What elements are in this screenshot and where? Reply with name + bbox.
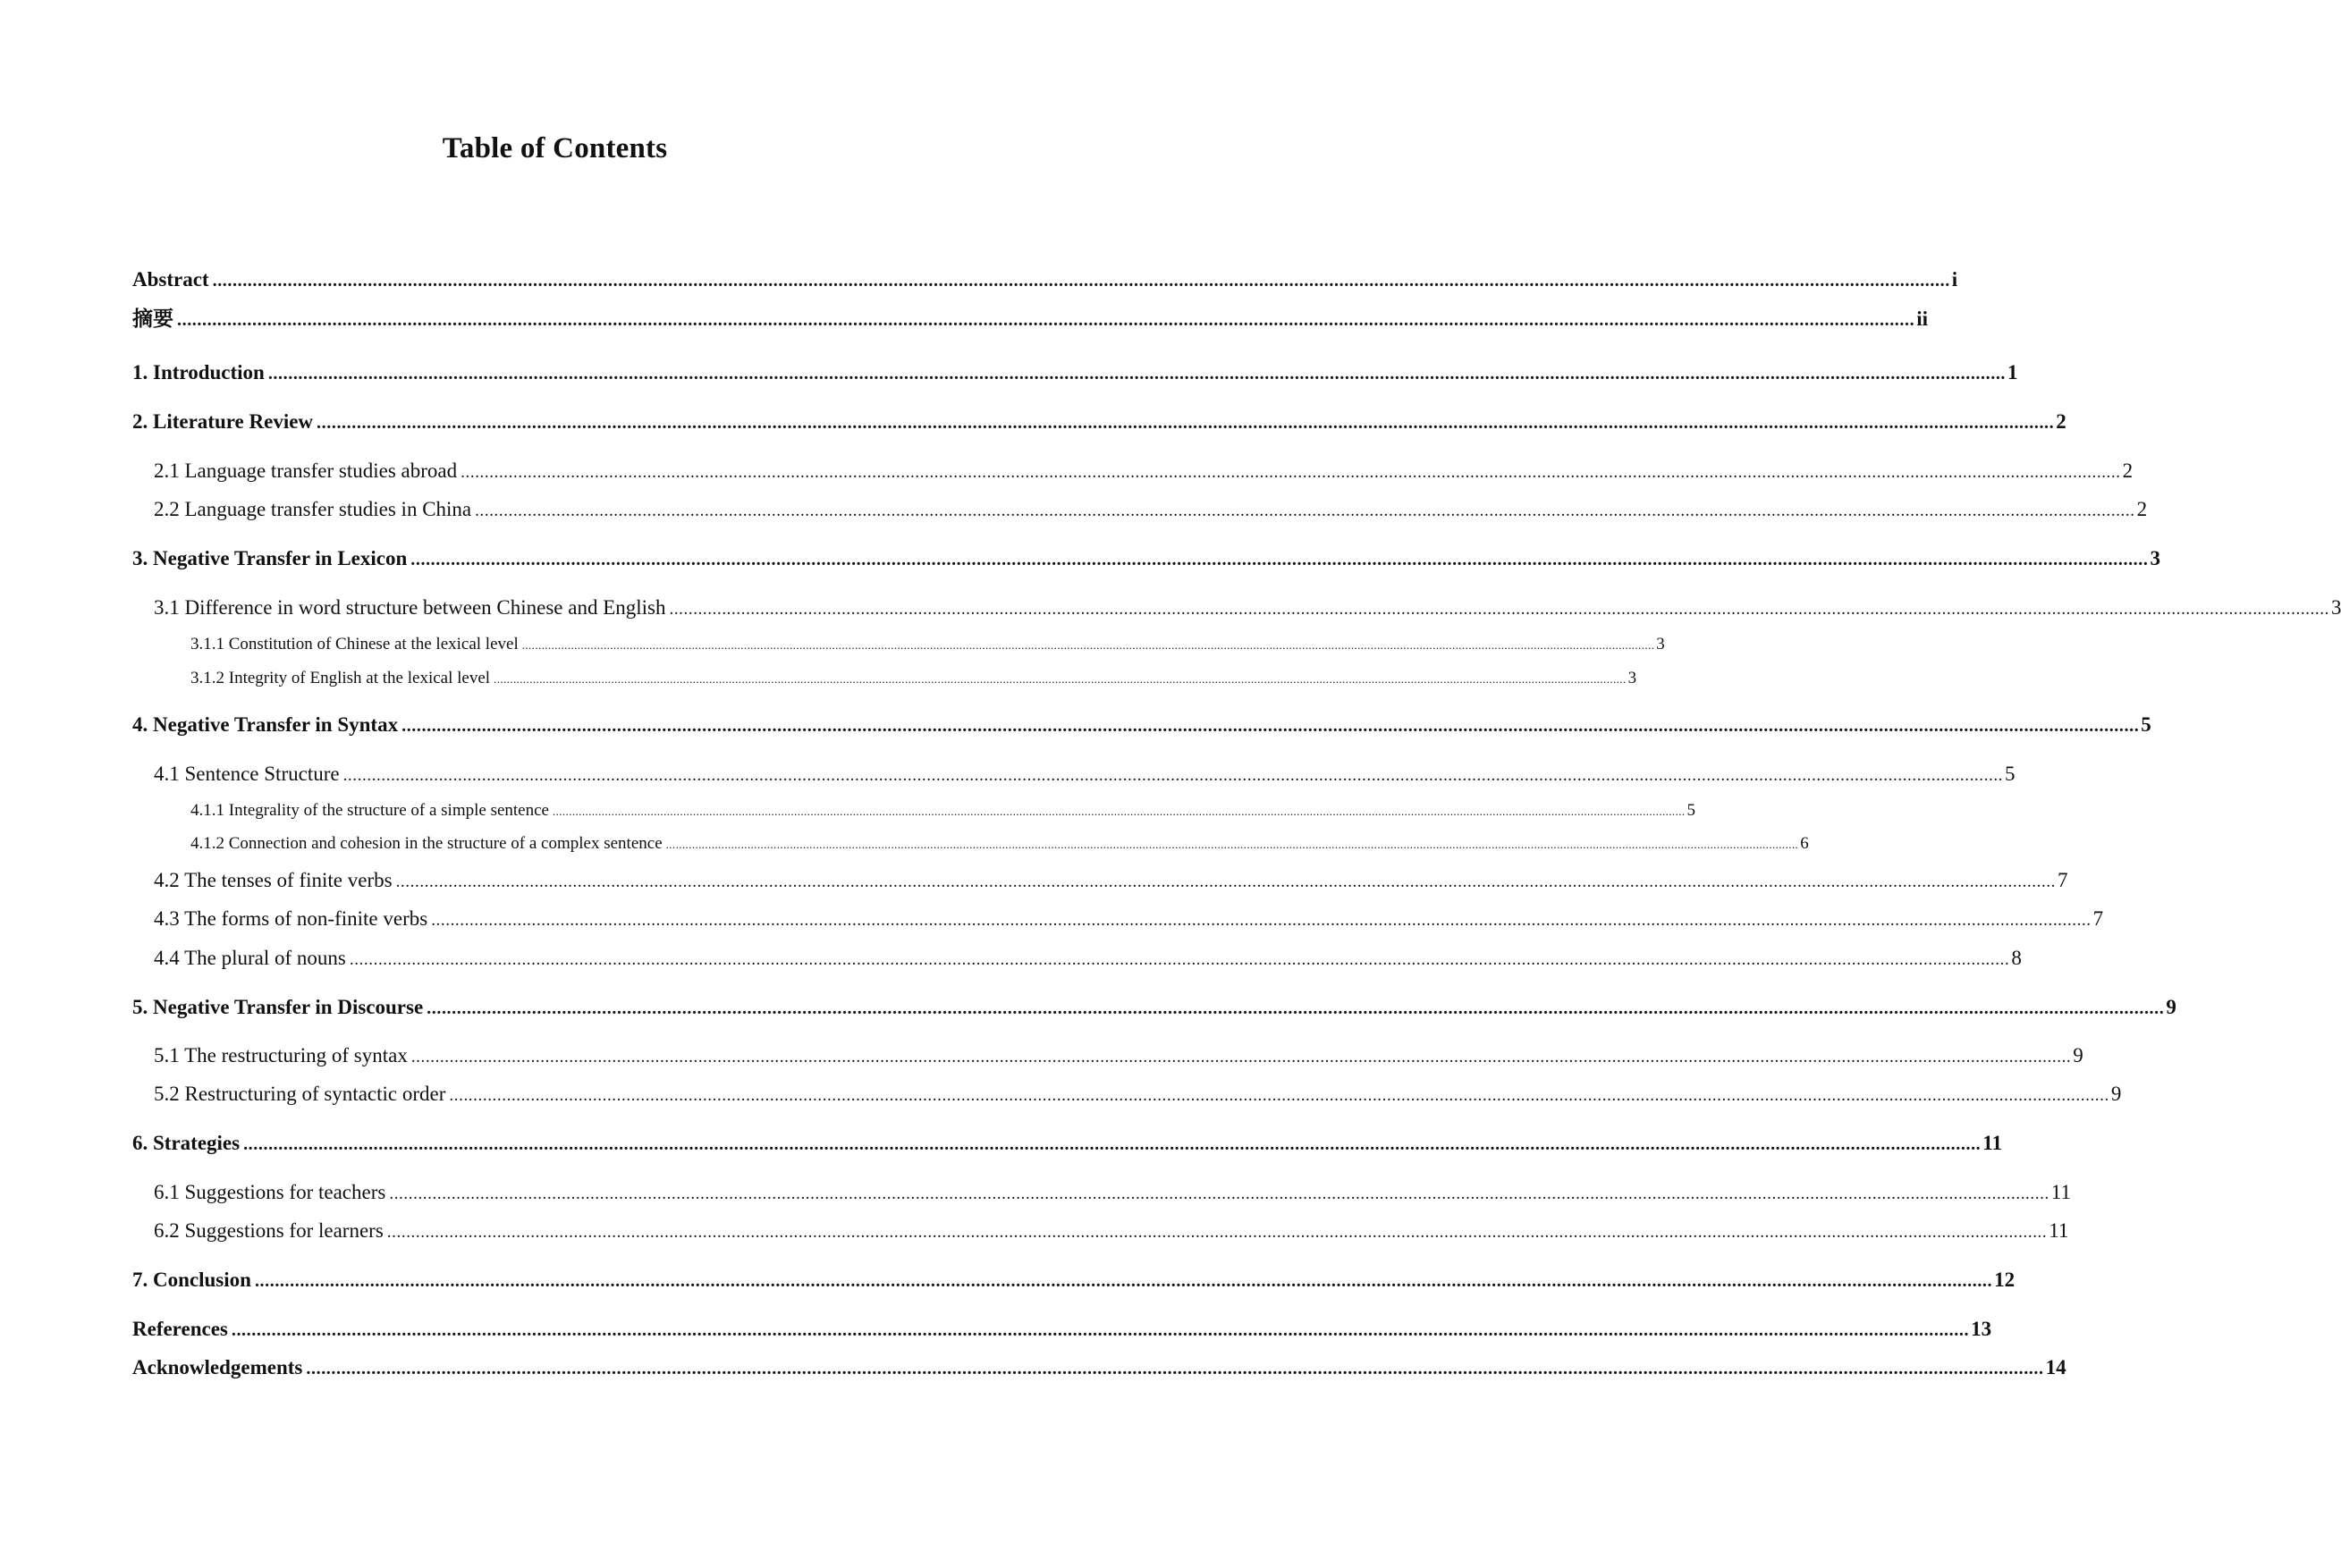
toc-entry-label: 3. Negative Transfer in Lexicon <box>132 547 408 569</box>
toc-entry-4-3[interactable] <box>154 906 2104 932</box>
toc-entry-page-number: 5 <box>2005 763 2016 785</box>
dot-leader: ........................................................................................................................................................................................................................................................................................................................................................... <box>317 413 2055 433</box>
toc-entry-label: 6. Strategies <box>132 1132 241 1154</box>
toc-entry-chinese-abstract[interactable] <box>132 306 1928 333</box>
dot-leader: ........................................................................................................................................................................................................................................................................................................................................................... <box>243 1134 1982 1154</box>
toc-entry-page-number: 14 <box>2045 1356 2066 1378</box>
toc-entry-label: 7. Conclusion <box>132 1269 251 1291</box>
dot-leader: ........................................................................................................................................................................................................................................................................................................................................................... <box>389 1184 2049 1203</box>
toc-entry-page-number: 9 <box>2110 1083 2122 1105</box>
toc-entry-label: 5.1 The restructuring of syntax <box>154 1044 408 1066</box>
dot-leader: ........................................................................................................................................................................................................................................................................................................................................................... <box>431 911 2092 930</box>
toc-entry-page-number: 1 <box>2007 361 2018 384</box>
toc-entry-page-number: i <box>1951 268 1958 291</box>
toc-entry-page-number: 9 <box>2166 996 2176 1018</box>
toc-entry-page-number: 5 <box>1686 801 1696 820</box>
dot-leader: ........................................................................................................................................................................................................................................................................................................................................................... <box>521 638 1655 652</box>
toc-entry-label: 3.1.2 Integrity of English at the lexical level <box>190 669 491 687</box>
toc-entry-page-number: 13 <box>1971 1318 1992 1340</box>
dot-leader: ........................................................................................................................................................................................................................................................................................................................................................... <box>349 950 2010 969</box>
dot-leader: ........................................................................................................................................................................................................................................................................................................................................................... <box>395 873 2057 891</box>
toc-entry-label: 1. Introduction <box>132 361 265 384</box>
toc-entry-3-1[interactable] <box>154 594 2341 621</box>
toc-entry-page-number: 3 <box>1656 635 1665 653</box>
toc-entry-5-1[interactable] <box>154 1042 2083 1069</box>
toc-entry-page-number: 3 <box>2150 547 2160 569</box>
dot-leader: ........................................................................................................................................................................................................................................................................................................................................................... <box>386 1223 2048 1242</box>
dot-leader: ........................................................................................................................................................................................................................................................................................................................................................... <box>212 271 1950 291</box>
dot-leader: ........................................................................................................................................................................................................................................................................................................................................................... <box>427 999 2165 1018</box>
toc-entry-5-2[interactable] <box>154 1081 2122 1108</box>
toc-entry-page-number: 7 <box>2058 869 2068 891</box>
toc-entry-4-1-1[interactable] <box>190 799 1696 822</box>
toc-entry-4-2[interactable] <box>154 867 2068 894</box>
toc-entry-label: Acknowledgements <box>132 1356 303 1378</box>
toc-entry-conclusion[interactable] <box>132 1267 2016 1294</box>
toc-entry-label: 4.2 The tenses of finite verbs <box>154 869 393 891</box>
toc-entry-label: 2.1 Language transfer studies abroad <box>154 459 458 482</box>
toc-entry-acknowledgements[interactable] <box>132 1354 2066 1381</box>
dot-leader: ........................................................................................................................................................................................................................................................................................................................................................... <box>254 1271 1993 1291</box>
toc-entry-label: References <box>132 1318 228 1340</box>
dot-leader: ........................................................................................................................................................................................................................................................................................................................................................... <box>231 1320 1970 1340</box>
dot-leader: ........................................................................................................................................................................................................................................................................................................................................................... <box>267 364 2007 384</box>
toc-entry-page-number: 8 <box>2011 947 2022 969</box>
toc-entry-label: 摘要 <box>132 308 173 330</box>
toc-entry-label: 3.1.1 Constitution of Chinese at the lexical level <box>190 635 519 653</box>
toc-entry-page-number: 11 <box>2050 1181 2071 1203</box>
toc-entry-2-2[interactable] <box>154 496 2148 523</box>
dot-leader: ........................................................................................................................................................................................................................................................................................................................................................... <box>342 766 2004 785</box>
dot-leader: ........................................................................................................................................................................................................................................................................................................................................................... <box>665 838 1799 851</box>
toc-entry-label: 2.2 Language transfer studies in China <box>154 498 472 520</box>
dot-leader: ........................................................................................................................................................................................................................................................................................................................................................... <box>449 1086 2109 1105</box>
toc-entry-strategies[interactable] <box>132 1130 2003 1157</box>
toc-entry-4-1[interactable] <box>154 761 2016 788</box>
toc-entry-page-number: 5 <box>2141 713 2151 736</box>
toc-entry-label: 5. Negative Transfer in Discourse <box>132 996 424 1018</box>
dot-leader: ........................................................................................................................................................................................................................................................................................................................................................... <box>475 502 2135 520</box>
toc-entry-page-number: 11 <box>2049 1219 2069 1242</box>
toc-entry-page-number: 9 <box>2073 1044 2083 1066</box>
toc-entry-3-1-1[interactable] <box>190 633 1665 656</box>
toc-entry-page-number: 3 <box>1627 669 1637 687</box>
toc-entry-label: 3.1 Difference in word structure between Chinese and English <box>154 596 666 619</box>
toc-entry-label: 6.1 Suggestions for teachers <box>154 1181 386 1203</box>
toc-entry-2-1[interactable] <box>154 458 2134 485</box>
dot-leader: ........................................................................................................................................................................................................................................................................................................................................................... <box>552 805 1686 818</box>
dot-leader: ........................................................................................................................................................................................................................................................................................................................................................... <box>410 1048 2072 1066</box>
dot-leader: ........................................................................................................................................................................................................................................................................................................................................................... <box>461 463 2121 482</box>
dot-leader: ........................................................................................................................................................................................................................................................................................................................................................... <box>669 600 2329 619</box>
toc-entry-label: Abstract <box>132 268 209 291</box>
toc-entry-negative-transfer-lexicon[interactable] <box>132 545 2160 572</box>
toc-entry-literature-review[interactable] <box>132 409 2066 435</box>
toc-entry-label: 5.2 Restructuring of syntactic order <box>154 1083 446 1105</box>
toc-entry-page-number: 11 <box>1982 1132 2003 1154</box>
toc-entry-label: 4.1.2 Connection and cohesion in the structure of a complex sentence <box>190 834 663 853</box>
toc-entry-page-number: 2 <box>2136 498 2148 520</box>
toc-entry-label: 6.2 Suggestions for learners <box>154 1219 384 1242</box>
toc-entry-label: 2. Literature Review <box>132 410 314 433</box>
toc-entry-page-number: ii <box>1916 308 1928 330</box>
toc-entry-6-2[interactable] <box>154 1218 2069 1244</box>
toc-entry-references[interactable] <box>132 1316 1992 1343</box>
toc-entry-label: 4. Negative Transfer in Syntax <box>132 713 399 736</box>
toc-entry-3-1-2[interactable] <box>190 667 1637 690</box>
page-title: Table of Contents <box>442 132 668 164</box>
toc-entry-negative-transfer-discourse[interactable] <box>132 994 2176 1021</box>
toc-entry-label: 4.1.1 Integrality of the structure of a simple sentence <box>190 801 549 820</box>
dot-leader: ........................................................................................................................................................................................................................................................................................................................................................... <box>401 716 2140 736</box>
toc-entry-page-number: 7 <box>2092 907 2104 930</box>
toc-entry-4-1-2[interactable] <box>190 832 1809 856</box>
toc-entry-6-1[interactable] <box>154 1179 2071 1206</box>
dot-leader: ........................................................................................................................................................................................................................................................................................................................................................... <box>177 310 1915 330</box>
dot-leader: ........................................................................................................................................................................................................................................................................................................................................................... <box>306 1359 2044 1378</box>
dot-leader: ........................................................................................................................................................................................................................................................................................................................................................... <box>494 672 1627 686</box>
toc-entry-label: 4.4 The plural of nouns <box>154 947 346 969</box>
dot-leader: ........................................................................................................................................................................................................................................................................................................................................................... <box>410 550 2149 569</box>
toc-entry-page-number: 2 <box>2056 410 2066 433</box>
toc-entry-page-number: 12 <box>1994 1269 2016 1291</box>
toc-entry-page-number: 2 <box>2122 459 2134 482</box>
toc-entry-4-4[interactable] <box>154 945 2022 972</box>
toc-entry-label: 4.1 Sentence Structure <box>154 763 340 785</box>
toc-entry-page-number: 6 <box>1800 834 1809 853</box>
toc-entry-abstract[interactable] <box>132 266 1958 293</box>
toc-entry-introduction[interactable] <box>132 359 2018 386</box>
toc-entry-negative-transfer-syntax[interactable] <box>132 712 2151 738</box>
toc-entry-label: 4.3 The forms of non-finite verbs <box>154 907 428 930</box>
toc-entry-page-number: 3 <box>2330 596 2341 619</box>
